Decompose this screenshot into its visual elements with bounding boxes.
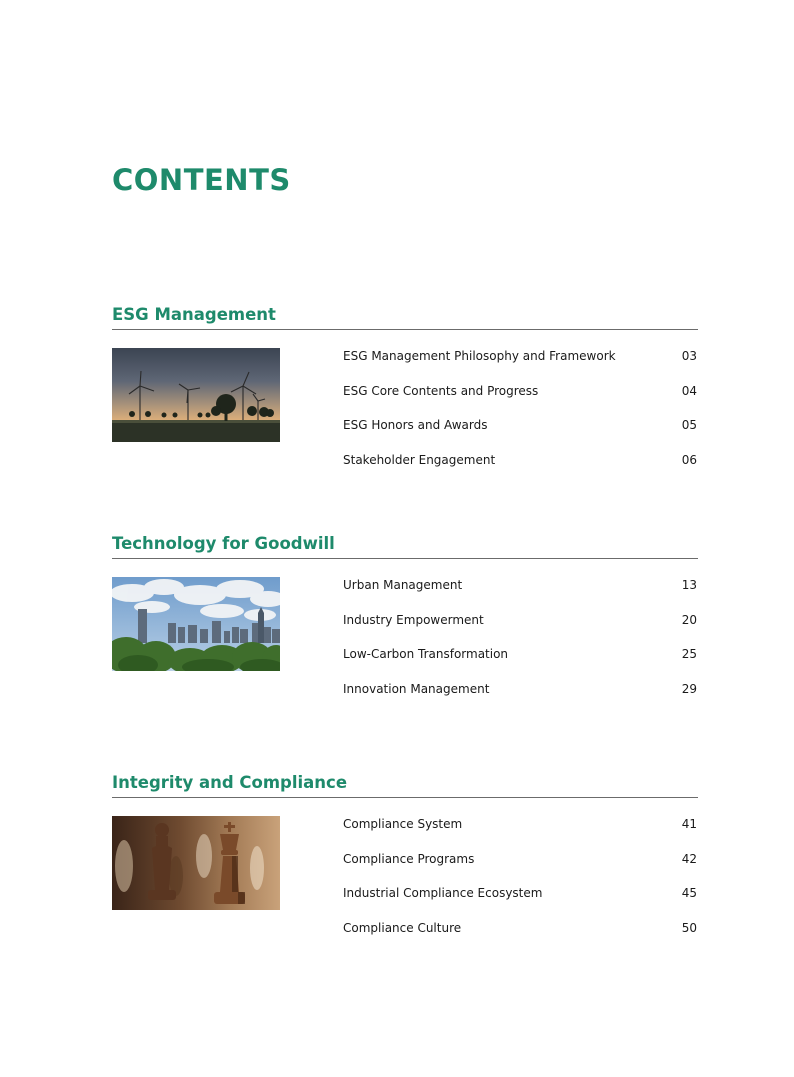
section-divider [112,329,698,330]
toc-entry-title: ESG Management Philosophy and Framework [343,349,616,363]
toc-entry-title: Low-Carbon Transformation [343,647,509,662]
section-heading: Technology for Goodwill [112,534,335,553]
toc-entry[interactable] [343,851,697,886]
toc-entry[interactable] [343,417,697,452]
toc-entry[interactable] [343,646,697,681]
page-title: CONTENTS [112,163,291,197]
toc-entry[interactable] [343,885,697,920]
toc-entry[interactable] [343,383,697,418]
toc-entry[interactable] [343,816,697,851]
toc-entry-title: Compliance Culture [343,920,462,935]
toc-entry-page: 13 [681,578,697,592]
toc-entry-title: Compliance Programs [343,851,475,866]
toc-entry-page: 20 [681,612,697,627]
section-integrity-and-compliance [112,772,698,940]
toc-entry-page: 42 [681,851,697,866]
section-body [112,816,698,940]
toc-entry[interactable] [343,612,697,647]
toc-list [343,577,697,715]
section-heading: Integrity and Compliance [112,773,348,792]
wind-turbines-sunset-image [112,348,280,442]
toc-list [343,348,697,486]
toc-entry-title: Stakeholder Engagement [343,452,496,467]
toc-entry[interactable] [343,577,697,612]
chess-pieces-image [112,816,280,910]
toc-entry-title: ESG Core Contents and Progress [343,383,539,398]
toc-entry-title: Innovation Management [343,681,490,696]
toc-entry-page: 29 [681,681,697,696]
toc-entry-page: 05 [681,418,697,433]
toc-entry-page: 25 [681,647,697,662]
toc-entry-title: Industry Empowerment [343,612,484,627]
section-body [112,348,698,472]
toc-entry-page: 04 [681,383,697,398]
section-esg-management [112,304,698,472]
toc-entry[interactable] [343,348,697,383]
section-heading: ESG Management [112,305,276,324]
toc-entry-title: Industrial Compliance Ecosystem [343,886,543,901]
toc-entry-page: 06 [681,452,697,467]
toc-entry-title: Compliance System [343,817,463,831]
section-divider [112,558,698,559]
section-technology-for-goodwill [112,533,698,701]
toc-entry-page: 03 [681,349,697,363]
toc-entry-title: Urban Management [343,578,463,592]
section-body [112,577,698,701]
toc-entry[interactable] [343,920,697,955]
toc-entry[interactable] [343,681,697,716]
toc-list [343,816,697,954]
toc-entry[interactable] [343,452,697,487]
toc-entry-page: 50 [681,920,697,935]
toc-entry-page: 45 [681,886,697,901]
toc-entry-title: ESG Honors and Awards [343,418,488,433]
city-skyline-image [112,577,280,671]
toc-entry-page: 41 [681,817,697,831]
section-divider [112,797,698,798]
